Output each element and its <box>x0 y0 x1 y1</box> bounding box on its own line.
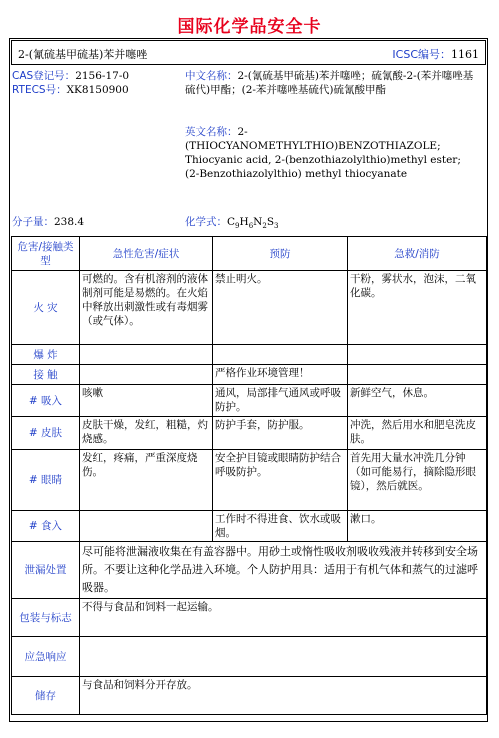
section-text-packaging: 不得与食品和饲料一起运输。 <box>80 599 487 637</box>
cell-hazard <box>80 365 213 385</box>
section-row <box>12 599 487 637</box>
icsc-number <box>392 46 479 62</box>
row-type-exposure: 接 触 <box>12 365 80 385</box>
table-row <box>12 511 487 542</box>
cn-name-value: 2-(氰硫基甲硫基)苯并噻唑；硫氰酸-2-(苯并噻唑基硫代)甲酯；(2-苯并噻唑基硫代)硫氰酸甲酯 <box>185 70 474 96</box>
row-type-skin: # 皮肤 <box>12 417 80 450</box>
cn-name-label: 中文名称： <box>185 70 238 82</box>
row-type-fire: 火 灾 <box>12 271 80 345</box>
cell-prevention: 防护手套，防护服。 <box>213 417 348 450</box>
cell-prevention: 严格作业环境管理！ <box>213 365 348 385</box>
cell-hazard <box>80 511 213 542</box>
card-title: 国际化学品安全卡 <box>177 17 322 37</box>
formula-n: N <box>253 216 263 228</box>
section-label-packaging: 包装与标志 <box>12 599 80 637</box>
header-first-aid: 急救/消防 <box>348 237 487 271</box>
cell-hazard: 咳嗽 <box>80 385 213 417</box>
formula-n-count: 2 <box>262 222 267 231</box>
row-type-eyes: # 眼睛 <box>12 450 80 511</box>
row-type-explosion: 爆 炸 <box>12 345 80 365</box>
mw-value: 238.4 <box>54 216 85 228</box>
section-label-spill: 泄漏处置 <box>12 542 80 599</box>
formula-label: 化学式： <box>185 216 227 228</box>
table-row <box>12 417 487 450</box>
cell-hazard: 皮肤干燥，发红，粗糙，灼烧感。 <box>80 417 213 450</box>
formula-c: C <box>227 216 236 228</box>
section-label-storage: 储存 <box>12 677 80 715</box>
section-label-emergency: 应急响应 <box>12 637 80 677</box>
cell-aid: 首先用大量水冲洗几分钟（如可能易行，摘除隐形眼镜），然后就医。 <box>348 450 487 511</box>
table-row <box>12 385 487 417</box>
cell-aid: 干粉，雾状水，泡沫，二氧化碳。 <box>348 271 487 345</box>
section-text-spill: 尽可能将泄漏液收集在有盖容器中。用砂土或惰性吸收剂吸收残液并转移到安全场所。不要让这种化学品进入环境。个人防护用具：适用于有机气体和蒸气的过滤呼吸器。 <box>80 542 487 599</box>
section-row <box>12 637 487 677</box>
section-text-emergency <box>80 637 487 677</box>
rtecs-value: XK8150900 <box>66 84 129 96</box>
cell-prevention <box>213 345 348 365</box>
cell-aid: 新鲜空气，休息。 <box>348 385 487 417</box>
header-bar <box>11 40 486 65</box>
cas-label: CAS登记号： <box>12 70 76 82</box>
english-name <box>185 125 475 181</box>
table-header-row <box>12 237 487 271</box>
section-text-storage: 与食品和饲料分开存放。 <box>80 677 487 715</box>
cell-hazard: 可燃的。含有机溶剂的液体制剂可能是易燃的。在火焰中释放出刺激性或有毒烟雾（或气体）。 <box>80 271 213 345</box>
cas-number <box>12 69 129 83</box>
cell-hazard: 发红，疼痛，严重深度烧伤。 <box>80 450 213 511</box>
en-name-label: 英文名称： <box>185 126 238 138</box>
table-row <box>12 271 487 345</box>
cell-prevention: 安全护目镜或眼睛防护结合呼吸防护。 <box>213 450 348 511</box>
cell-prevention: 工作时不得进食、饮水或吸烟。 <box>213 511 348 542</box>
table-row <box>12 365 487 385</box>
table-row <box>12 450 487 511</box>
en-name-value: 2-(THIOCYANOMETHYLTHIO)BENZOTHIAZOLE; Thiocyanic acid, 2-(benzothiazolylthio)methyl ester; (2-Benzothiazolylthio) methyl thiocyanate <box>185 126 461 180</box>
rtecs-label: RTECS号： <box>12 84 67 96</box>
mw-label: 分子量： <box>12 216 54 228</box>
section-row <box>12 677 487 715</box>
header-prevention: 预防 <box>213 237 348 271</box>
cell-aid <box>348 365 487 385</box>
molecular-weight <box>12 215 84 229</box>
cell-aid <box>348 345 487 365</box>
formula-c-count: 9 <box>235 222 240 231</box>
hazard-table <box>11 236 487 715</box>
icsc-label: ICSC编号： <box>392 48 451 61</box>
chemical-formula <box>185 215 278 233</box>
rtecs-number <box>12 83 129 97</box>
section-row <box>12 542 487 599</box>
formula-h-count: 6 <box>248 222 254 231</box>
cell-aid: 漱口。 <box>348 511 487 542</box>
chemical-name: 2-(氰硫基甲硫基)苯并噻唑 <box>18 48 148 61</box>
header-hazard: 急性危害/症状 <box>80 237 213 271</box>
formula-s-count: 3 <box>274 222 279 231</box>
cell-prevention: 禁止明火。 <box>213 271 348 345</box>
table-row <box>12 345 487 365</box>
cell-hazard <box>80 345 213 365</box>
formula-s: S <box>266 216 275 228</box>
identification-block <box>11 67 486 234</box>
header-type: 危害/接触类型 <box>12 237 80 271</box>
chinese-name <box>185 69 475 97</box>
cas-value: 2156-17-0 <box>75 70 130 82</box>
cell-prevention: 通风，局部排气通风或呼吸防护。 <box>213 385 348 417</box>
row-type-inhalation: # 吸入 <box>12 385 80 417</box>
row-type-ingestion: # 食入 <box>12 511 80 542</box>
formula-h: H <box>239 216 249 228</box>
cell-aid: 冲洗，然后用水和肥皂洗皮肤。 <box>348 417 487 450</box>
icsc-value: 1161 <box>451 48 479 61</box>
